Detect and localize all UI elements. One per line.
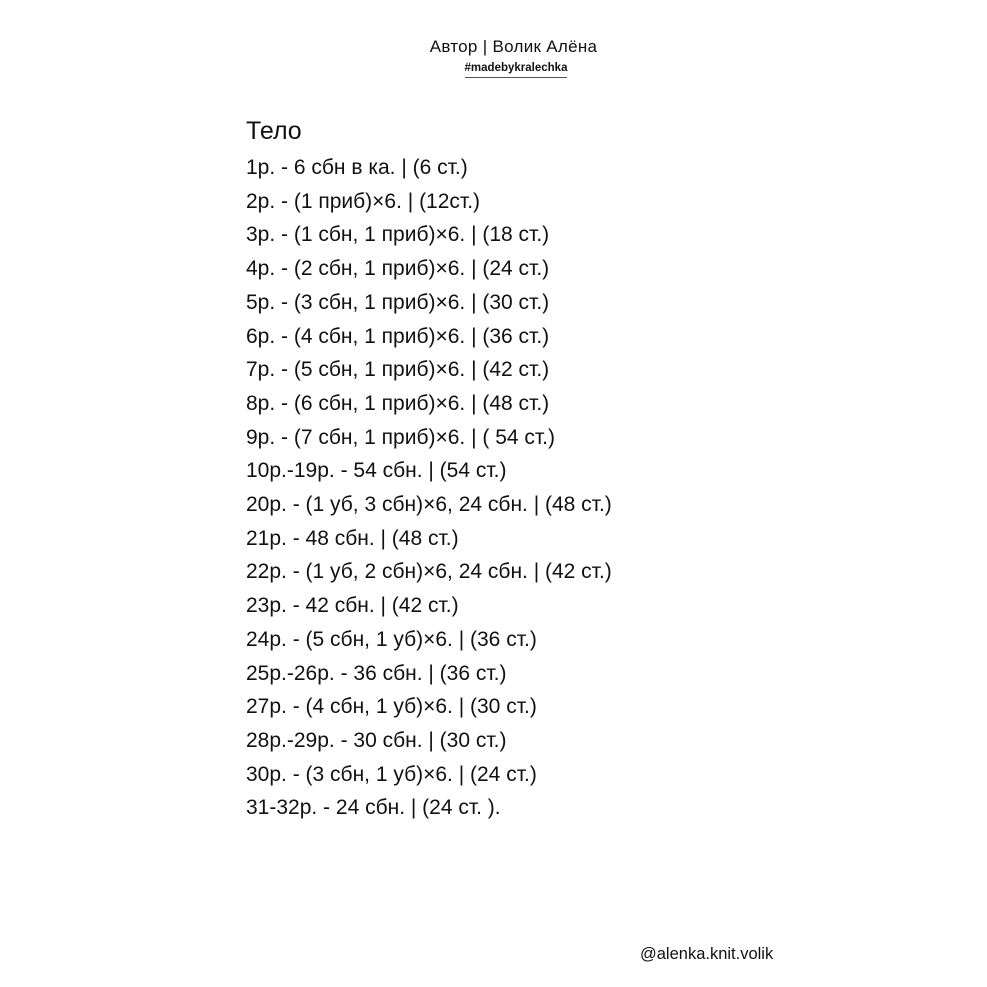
pattern-row: 3р. - (1 сбн, 1 приб)×6. | (18 ст.)	[246, 223, 550, 247]
pattern-row: 9р. - (7 сбн, 1 приб)×6. | ( 54 ст.)	[246, 425, 556, 449]
pattern-row: 24р. - (5 сбн, 1 уб)×6. | (36 ст.)	[246, 627, 537, 651]
section-title: Тело	[246, 117, 302, 145]
pattern-row: 31-32р. - 24 сбн. | (24 ст. ).	[246, 796, 501, 820]
pattern-row: 27р. - (4 сбн, 1 уб)×6. | (30 ст.)	[246, 695, 537, 719]
pattern-row: 5р. - (3 сбн, 1 приб)×6. | (30 ст.)	[246, 290, 550, 314]
instagram-handle[interactable]: @alenka.knit.volik	[640, 945, 774, 963]
hashtag-link[interactable]: #madebykralechka	[465, 61, 568, 78]
author-credit: Автор | Волик Алёна	[429, 37, 598, 56]
pattern-row: 2р. - (1 приб)×6. | (12ст.)	[246, 189, 481, 213]
pattern-row: 10р.-19р. - 54 сбн. | (54 ст.)	[246, 459, 507, 483]
pattern-rows-list	[246, 151, 806, 825]
page-header	[0, 36, 987, 78]
pattern-row: 7р. - (5 сбн, 1 приб)×6. | (42 ст.)	[246, 358, 550, 382]
pattern-row: 1р. - 6 сбн в ка. | (6 ст.)	[246, 156, 468, 179]
pattern-row: 23р. - 42 сбн. | (42 ст.)	[246, 594, 459, 618]
pattern-row: 22р. - (1 уб, 2 сбн)×6, 24 сбн. | (42 ст.)	[246, 560, 612, 584]
pattern-row: 21р. - 48 сбн. | (48 ст.)	[246, 526, 459, 550]
pattern-row: 4р. - (2 сбн, 1 приб)×6. | (24 ст.)	[246, 257, 550, 281]
pattern-row: 20р. - (1 уб, 3 сбн)×6, 24 сбн. | (48 ст.)	[246, 493, 612, 517]
pattern-row: 25р.-26р. - 36 сбн. | (36 ст.)	[246, 661, 507, 685]
pattern-row: 8р. - (6 сбн, 1 приб)×6. | (48 ст.)	[246, 391, 550, 415]
pattern-section	[246, 115, 806, 825]
pattern-row: 30р. - (3 сбн, 1 уб)×6. | (24 ст.)	[246, 762, 537, 786]
pattern-row: 6р. - (4 сбн, 1 приб)×6. | (36 ст.)	[246, 324, 550, 348]
pattern-row: 28р.-29р. - 30 сбн. | (30 ст.)	[246, 728, 507, 752]
